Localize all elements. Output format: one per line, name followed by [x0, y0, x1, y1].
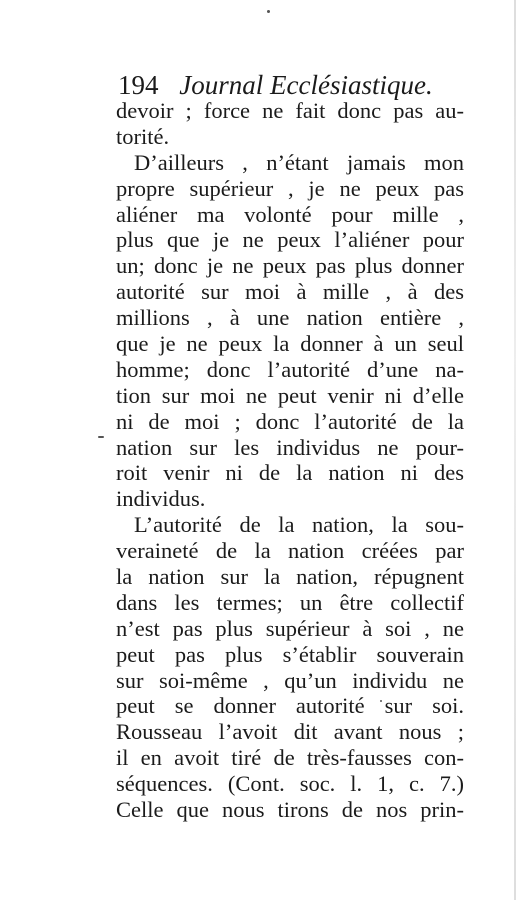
text-line: que je ne peux la donner à un seul — [116, 331, 464, 357]
page-edge-shadow — [514, 0, 516, 900]
text-line: homme; donc l’autorité d’une na- — [116, 356, 464, 382]
text-line: L’autorité de la nation, la sou- — [134, 512, 464, 538]
text-line: peut se donner autorité sur soi. — [116, 693, 464, 719]
text-line: n’est pas plus supérieur à soi , ne — [116, 615, 464, 641]
text-line: séquences. (Cont. soc. l. 1, c. 7.) — [116, 771, 464, 797]
text-line: Rousseau l’avoit dit avant nous ; — [116, 719, 464, 745]
text-line: autorité sur moi à mille , à des — [116, 279, 464, 305]
ink-speck — [267, 10, 270, 13]
text-line: plus que je ne peux l’aliéner pour — [116, 227, 464, 253]
text-line: tion sur moi ne peut venir ni d’elle — [116, 382, 464, 408]
body-text — [116, 98, 464, 823]
text-line: torité. — [116, 123, 170, 149]
text-line: millions , à une nation entière , — [116, 305, 464, 331]
page-header — [118, 68, 468, 102]
text-line: sur soi-même , qu’un individu ne — [116, 667, 464, 693]
text-line: ni de moi ; donc l’autorité de la — [116, 408, 464, 434]
text-line: dans les termes; un être collectif — [116, 589, 464, 615]
text-line: il en avoit tiré de très-fausses con- — [116, 745, 464, 771]
text-line: D’ailleurs , n’étant jamais mon — [134, 149, 464, 175]
text-line: Celle que nous tirons de nos prin- — [116, 797, 464, 823]
text-line: aliéner ma volonté pour mille , — [116, 201, 464, 227]
running-title: Journal Ecclésiastique. — [179, 70, 433, 100]
text-line: un; donc je ne peux pas plus donner — [116, 253, 464, 279]
text-line: veraineté de la nation créées par — [116, 538, 464, 564]
text-line: nation sur les individus ne pour- — [116, 434, 464, 460]
text-line: devoir ; force ne fait donc pas au- — [116, 98, 464, 123]
page-number: 194 — [118, 70, 159, 100]
text-line: individus. — [116, 486, 206, 512]
ink-speck — [98, 436, 104, 438]
text-line: roit venir ni de la nation ni des — [116, 460, 464, 486]
text-line: la nation sur la nation, répugnent — [116, 564, 464, 590]
text-line: peut pas plus s’établir souverain — [116, 641, 464, 667]
text-line: propre supérieur , je ne peux pas — [116, 175, 464, 201]
